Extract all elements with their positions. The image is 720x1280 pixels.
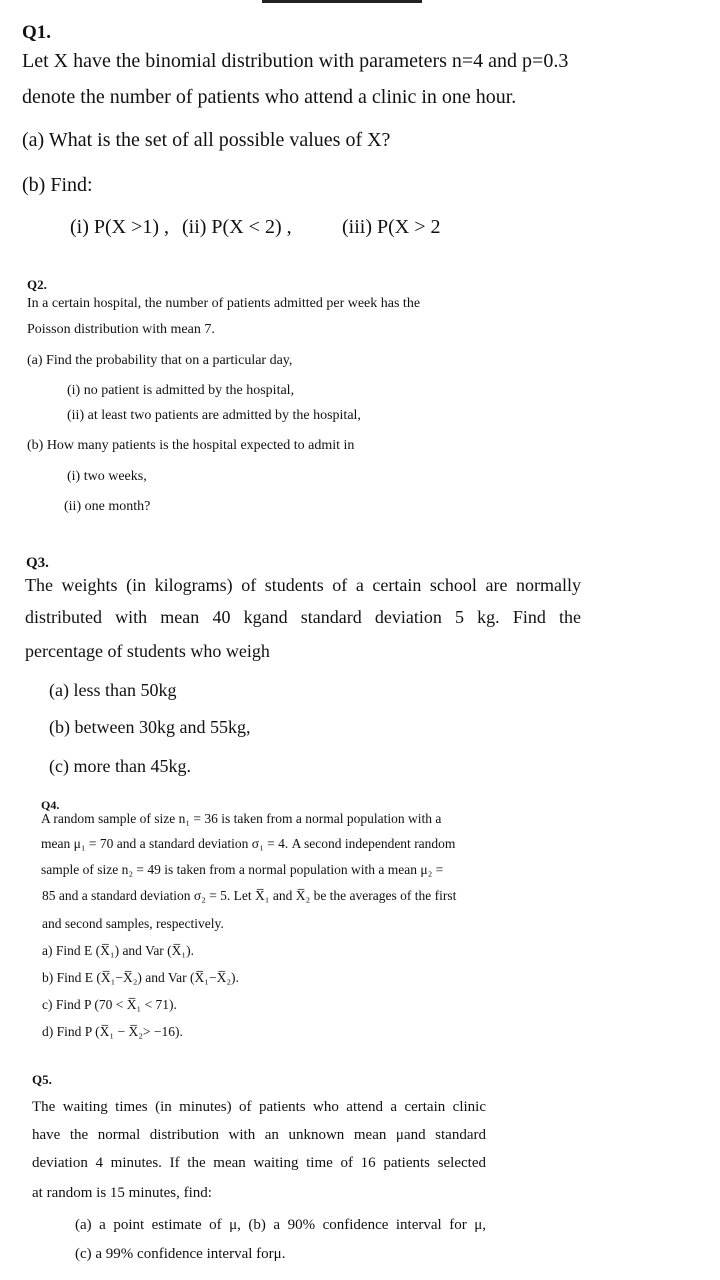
q3-stem-line-2: distributed with mean 40 kgand standard deviation 5 kg. Find the — [25, 607, 581, 627]
q4-heading: Q4. — [41, 798, 60, 812]
q3-stem-line-3: percentage of students who weigh — [25, 641, 270, 661]
q2-part-a-i: (i) no patient is admitted by the hospital, — [67, 383, 295, 398]
q1-sub-ii: (ii) P(X < 2) , — [182, 216, 292, 238]
q2-part-b-ii: (ii) one month? — [64, 499, 151, 514]
q1-stem-line-1: Let X have the binomial distribution with parameters n=4 and p=0.3 — [22, 50, 569, 72]
q4-stem-line-2: mean μ₁ = 70 and a standard deviation σ₁ = 4. A second independent random — [41, 836, 456, 851]
q1-sub-i: (i) P(X >1) , — [70, 216, 170, 238]
q3-stem-line-1: The weights (in kilograms) of students of a certain school are normally — [25, 575, 581, 595]
q4-stem-line-1: A random sample of size n₁ = 36 is taken from a normal population with a — [41, 811, 442, 826]
q5-heading: Q5. — [32, 1072, 52, 1087]
q2-heading: Q2. — [27, 277, 47, 292]
q5-stem-line-4: at random is 15 minutes, find: — [32, 1185, 212, 1201]
q3-part-a: (a) less than 50kg — [49, 680, 177, 700]
q3-part-c: (c) more than 45kg. — [49, 756, 191, 776]
q5-stem-line-2: have the normal distribution with an unknown mean μand standard — [32, 1127, 486, 1143]
top-rule — [262, 0, 422, 3]
q5-part-a-b: (a) a point estimate of μ, (b) a 90% confidence interval for μ, — [75, 1217, 486, 1233]
q2-part-a-ii: (ii) at least two patients are admitted by the hospital, — [67, 408, 361, 423]
q2-part-b-i: (i) two weeks, — [67, 469, 147, 484]
q1-sub-iii: (iii) P(X > 2 — [342, 216, 441, 238]
q2-part-a: (a) Find the probability that on a particular day, — [27, 353, 293, 368]
q1-heading: Q1. — [22, 22, 52, 43]
q4-part-b: b) Find E (X̅₁−X̅₂) and Var (X̅₁−X̅₂). — [42, 970, 239, 985]
q5-stem-line-1: The waiting times (in minutes) of patients who attend a certain clinic — [32, 1099, 486, 1115]
q4-part-a: a) Find E (X̅₁) and Var (X̅₁). — [42, 943, 195, 958]
q5-part-c: (c) a 99% confidence interval forμ. — [75, 1246, 286, 1262]
q4-stem-line-4: 85 and a standard deviation σ₂ = 5. Let X̅₁ and X̅₂ be the averages of the first — [42, 888, 457, 903]
q5-stem-line-3: deviation 4 minutes. If the mean waiting time of 16 patients selected — [32, 1155, 486, 1171]
q2-part-b: (b) How many patients is the hospital expected to admit in — [27, 438, 355, 453]
q4-part-d: d) Find P (X̅₁ − X̅₂> −16). — [42, 1024, 183, 1039]
q1-stem-line-2: denote the number of patients who attend a clinic in one hour. — [22, 86, 517, 108]
q2-stem-line-1: In a certain hospital, the number of patients admitted per week has the — [27, 296, 421, 311]
q1-part-b: (b) Find: — [22, 174, 93, 196]
q1-part-a: (a) What is the set of all possible values of X? — [22, 129, 391, 151]
q4-stem-line-5: and second samples, respectively. — [42, 916, 224, 931]
q3-heading: Q3. — [26, 555, 49, 571]
q3-part-b: (b) between 30kg and 55kg, — [49, 717, 251, 737]
q4-stem-line-3: sample of size n₂ = 49 is taken from a normal population with a mean μ₂ = — [41, 862, 444, 877]
q2-stem-line-2: Poisson distribution with mean 7. — [27, 322, 215, 337]
q4-part-c: c) Find P (70 < X̅₁ < 71). — [42, 997, 177, 1012]
